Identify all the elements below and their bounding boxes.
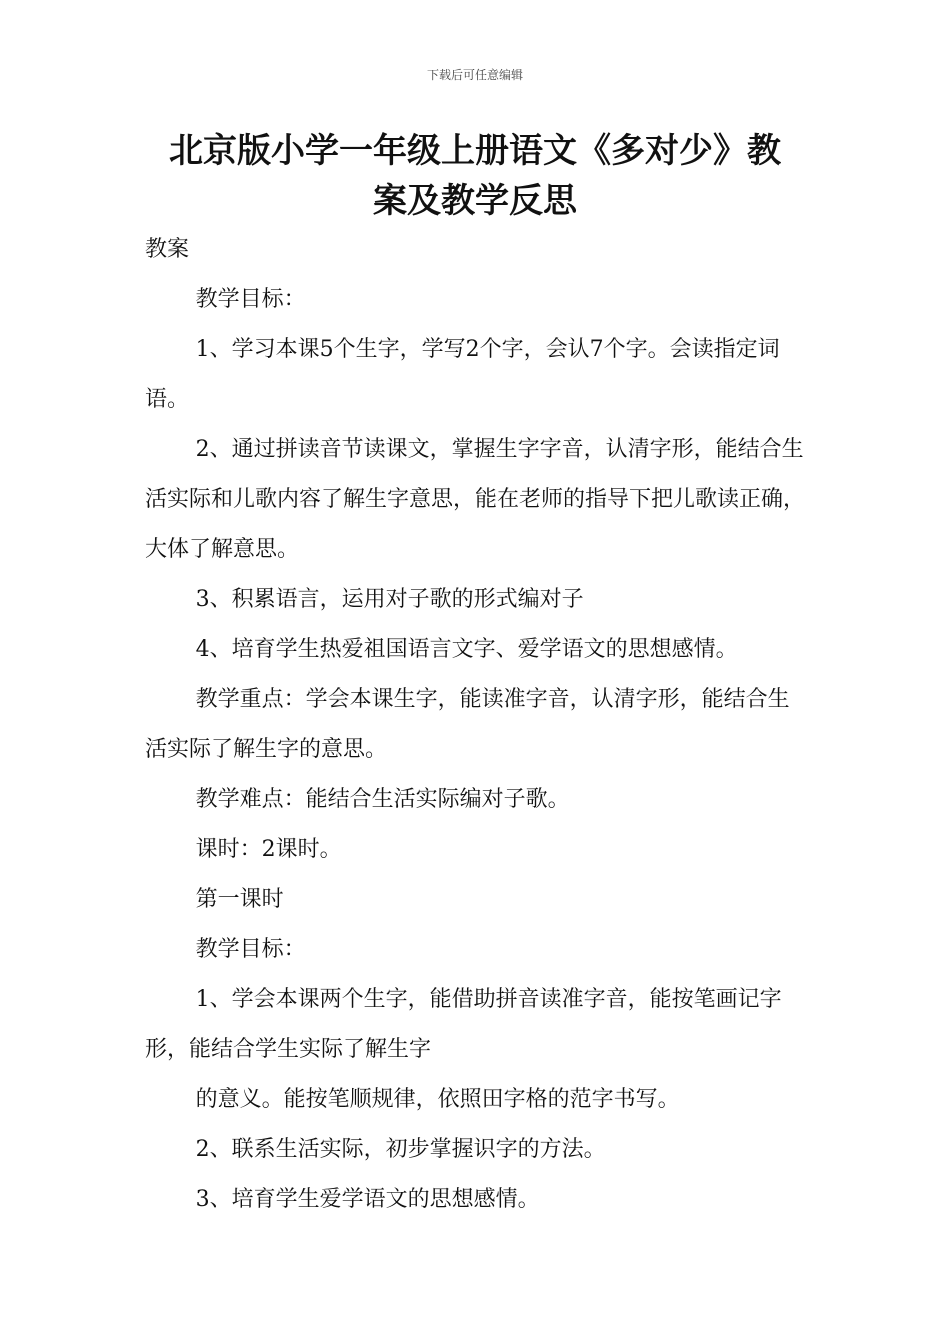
paragraph: 3、培育学生爱学语文的思想感情。 bbox=[195, 1187, 540, 1212]
paragraph: 2、通过拼读音节读课文，掌握生字字音，认清字形，能结合生活实际和儿歌内容了解生字意思，能在老师的指导下把儿歌读正确，大体了解意思。 bbox=[145, 437, 806, 562]
paragraph: 1、学习本课5个生字，学写2个字，会认7个字。会读指定词语。 bbox=[145, 337, 780, 412]
document-body bbox=[145, 225, 810, 1225]
paragraph: 教学目标： bbox=[195, 937, 306, 962]
paragraph: 1、学会本课两个生字，能借助拼音读准字音，能按笔画记字形，能结合学生实际了解生字 bbox=[145, 987, 782, 1062]
title-line-2: 案及教学反思 bbox=[373, 181, 577, 221]
paragraph: 第一课时 bbox=[195, 887, 284, 912]
paragraph: 2、联系生活实际，初步掌握识字的方法。 bbox=[195, 1137, 606, 1162]
title-line-1: 北京版小学一年级上册语文《多对少》教 bbox=[169, 131, 781, 171]
paragraph: 的意义。能按笔顺规律，依照田字格的范字书写。 bbox=[195, 1087, 680, 1112]
paragraph: 教学重点：学会本课生字，能读准字音，认清字形，能结合生活实际了解生字的意思。 bbox=[145, 687, 790, 762]
paragraph: 课时：2课时。 bbox=[195, 837, 342, 862]
paragraph: 教学难点：能结合生活实际编对子歌。 bbox=[195, 787, 570, 812]
section-label: 教案 bbox=[145, 237, 190, 262]
header-note: 下载后可任意编辑 bbox=[426, 68, 523, 82]
paragraph: 4、培育学生热爱祖国语言文字、爱学语文的思想感情。 bbox=[195, 637, 738, 662]
document-title bbox=[145, 126, 805, 226]
paragraph: 教学目标： bbox=[195, 287, 306, 312]
paragraph: 3、积累语言，运用对子歌的形式编对子 bbox=[195, 587, 584, 612]
